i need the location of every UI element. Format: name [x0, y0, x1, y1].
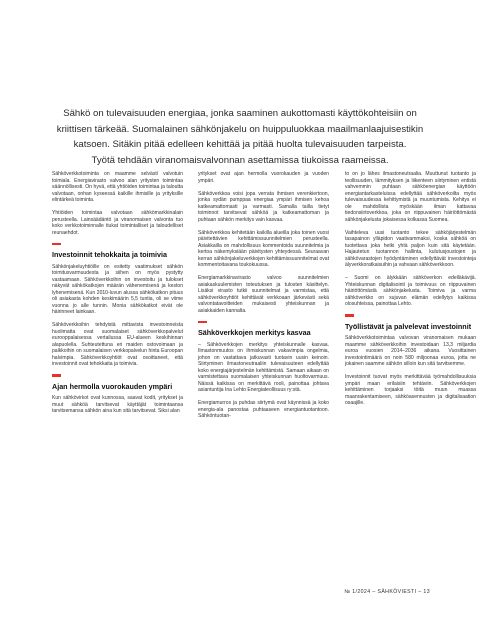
body-paragraph: Sähköverkkoa kehitetään kaikilla alueilla joka toinen vuosi päivitettävien kehittämissuunnitelmien perusteella. Asiakkailla on mahdollisuus kommentoida suunnitelmia ja kertoa näkemyksiään päivitysten yhteydessä. Seuraavan kerran sähkönjakeluverkkojen kehittämissuunnitelmat ovat kommentoitavana toukokuussa.: [198, 229, 329, 268]
subheading: Työllistävät ja palvelevat investoinnit: [345, 321, 472, 331]
body-paragraph: Vaihteleva uusi tuotanto tekee sähköjärjestelmän tasapainon ylläpidon vaativammaksi, koska sähköä on tuotettava joka hetki yhtä paljon kuin sitä käytetään. Hajautetun tuotannon hallinta, kulutusjoustojen ja sähkövarastojen hyödyntäminen edellyttävät investointeja älyverkkoratkaisuihin ja vahvaan sähköverkkoon.: [345, 229, 476, 268]
lead-paragraph: [0, 106, 480, 168]
body-paragraph: Sähköverkkotoiminta on maamme selvästi valvotuin toimiala. Energiavirasto valvoo alan yritysten toimintaa säännöllisesti. On hyvä, että yhtiöiden toimintaa ja taloutta valvotaan, onhan kyseessä kaikille ihmisille ja yrityksille elintärkeä toiminta.: [52, 171, 183, 203]
body-paragraph: Yhtiöiden toimintaa valvotaan sähkömarkkinalain perusteella. Lainsäädäntö ja viranomaisen valvonta tuo koko verkkotoiminnalle tiukat toimintalliset ja taloudelliset reunaehdot.: [52, 210, 183, 236]
body-paragraph: Sähköverkkoa voisi jopa verrata ihmisen verenkiertoon, jonka sydän pumppaa energiaa ympäri ihmisen kehoa katkeamattomasti ja varmasti. Samalla tailla tietyt toiminnot tarvitsevat sähköä ja katkeamattoman ja puhtaan sähkön merkitys vain kasvaa.: [198, 190, 329, 223]
heading-accent: [198, 321, 207, 324]
subheading: Sähköverkkojen merkitys kasvaa: [198, 328, 311, 337]
body-paragraph: Sähkönjakeluyhtiöille on esitetty vaatimukset sähkön toimitusvarmuudesta ja siihen on myös pystytty vastaamaan. Sähköverkkoihin on investoitu ja tulokset näkyvät sähkökatkojen määrän vähenemisenä ja keston lyhenemisenä. Kun 2010-luvun alussa sähkökatkon pituus oli asiakasta kohden keskimäärin 5,5 tuntia, oli se viime vuonna jo alle tunnin. Monia sähkökatkot eivät ole häirinneet lainkaan.: [52, 263, 183, 316]
lead-line: Sähkö on tulevaisuuden energiaa, jonka saaminen aukottomasti käyttökohteisiin on: [63, 108, 417, 119]
lead-line: Työtä tehdään viranomaisvalvonnan asettamissa tiukoissa raameissa.: [91, 154, 389, 166]
body-paragraph: to on jo lähes ilmastoneutraalia. Muuttunut tuotanto ja teollisuuden, lämmityksen ja liikenteen siirtyminen entistä vahvemmin puhtaan sähköenergian käyttöön energiantarkasteluissa edellyttää sähköverkoilta myös tulevaisuudessa kehittymistä ja muuntumista. Kehitys ei ole mahdollista myöskään ilman kattavaa tiedonsiirtoverkkoa, joka on riippuvainen häiriöttömästä sähkönjakelusta jokaisessa kolkassa Suomea.: [345, 171, 476, 223]
article-column-1: [52, 171, 183, 421]
lead-line: kriittisen tärkeää. Suomalainen sähkönjakelu on huippuluokkaa maailmanlaajuisestikin: [56, 123, 424, 135]
article-column-3: [345, 171, 476, 413]
body-paragraph: Energiamurros ja puhdas siirtymä ovat käynnissä ja koko energia-ala panostaa puhtaaseen energiantuotantoon. Sähköntuotan-: [198, 400, 329, 420]
body-paragraph: Investoinnit tuovat myös merkittävää työmahdollisuuksia ympäri maan erilaisiin tehtäviin. Sähköverkkojen kehittäminen torjaaksi töitä muun muassa maanrakentamiseen, sähköasennusten ja digitalisaation osaajille.: [345, 374, 476, 407]
heading-accent: [52, 243, 61, 246]
body-paragraph: Energiamarkkinavirasto valvoo suunnitelmien asiakaskuulemisten toteutuksen ja tulosten käsittelyn. Lisäksi virasto tutkii suunnitelmat ja varmistaa, että sähköverkkoyhtiöt kehittävät verkkoaan järkevästi sekä valvontatavoitteiden mukaisesti yhteiskunnan ja asiakkaiden kannalta.: [198, 275, 329, 314]
subheading: Ajan hermolla vuorokauden ympäri: [52, 381, 173, 391]
body-paragraph: – Suomi on älykkään sähköverkon edelläkävijä. Yhteiskunnan digitalisointi ja toimivuus on riippuvainen häiriöttömästä sähkönjakelusta. Toimiva ja varma sähköverkko on sujuvan elämän edellytys kaikissa olosuhteissa, painottaa Lehto.: [345, 275, 476, 307]
subheading: Investoinnit tehokkaita ja toimivia: [52, 250, 168, 259]
article-column-2: [198, 171, 329, 426]
body-paragraph: Sähköverkkoihin tehdyistä mittavista investoinneista huolimatta ovat suomalaiset sähköverkkopalvelut eurooppalaisessa vertailussa EU-alueen keskihinnan alapuolella. Suhteutettuna eri maiden ostovoimaan ja palkkoihin on suomalaisen verkkopalvelun hinta Euroopan halvimpia. Sähköverkkoyhtiöt ovat osoittaneet, että investoinnit ovat tehokkaita ja toimivia.: [52, 322, 183, 368]
body-paragraph: Kun sähkövirkot ovat kunnossa, saavat kodit, yritykset ja muut sähköä tarvitsevat käyttäjät toimintaansa tarvitsemansa sähkön aina kun sitä tarvitsevat. Siksi alan: [52, 395, 183, 415]
heading-accent: [52, 374, 61, 377]
page-footer: № 1/2024 – SÄHKÖVIESTI – 13: [344, 589, 430, 595]
lead-line: katsoen. Sitäkin pitää edelleen kehittää ja pitää huolta tulevaisuuden tarpeista.: [73, 139, 407, 150]
body-paragraph: – Sähköverkkojen merkitys yhteiskunnalle kasvaa. Ilmastonmuutos on ihmiskunnan vakavimpia ongelmia, johon on vastattava jatkuvasti tuotavin uusin keinoin. Siirtyminen ilmastoneutraaliin tulevaisuuteen edellyttää koko energiajärjestelmän kehittämistä. Samaan aikaan on varmistettava suomalaisen yhteiskunnan huoltovarmuus. Näissä kaikissa on merkittävä rooli, painottaa johtava asiantuntija Ina Lehto Energiateollisuus ry:stä.: [198, 341, 329, 394]
heading-accent: [345, 314, 354, 317]
body-paragraph: Sähköverkkotoimintaa valvovan viranomaisen mukaan maamme sähköverkkoihin investoidaan 13,3 miljardia euroa vuosien 2014–2036 aikana. Vuosittainen investointimäärä on noin 580 miljoonaa euroa, jotta ne jokainen saamme sähkön silloin kun sitä tarvitsemme.: [345, 335, 476, 368]
body-paragraph: yritykset ovat ajan hermolla vuorokauden ja vuoden ympäri.: [198, 171, 329, 184]
